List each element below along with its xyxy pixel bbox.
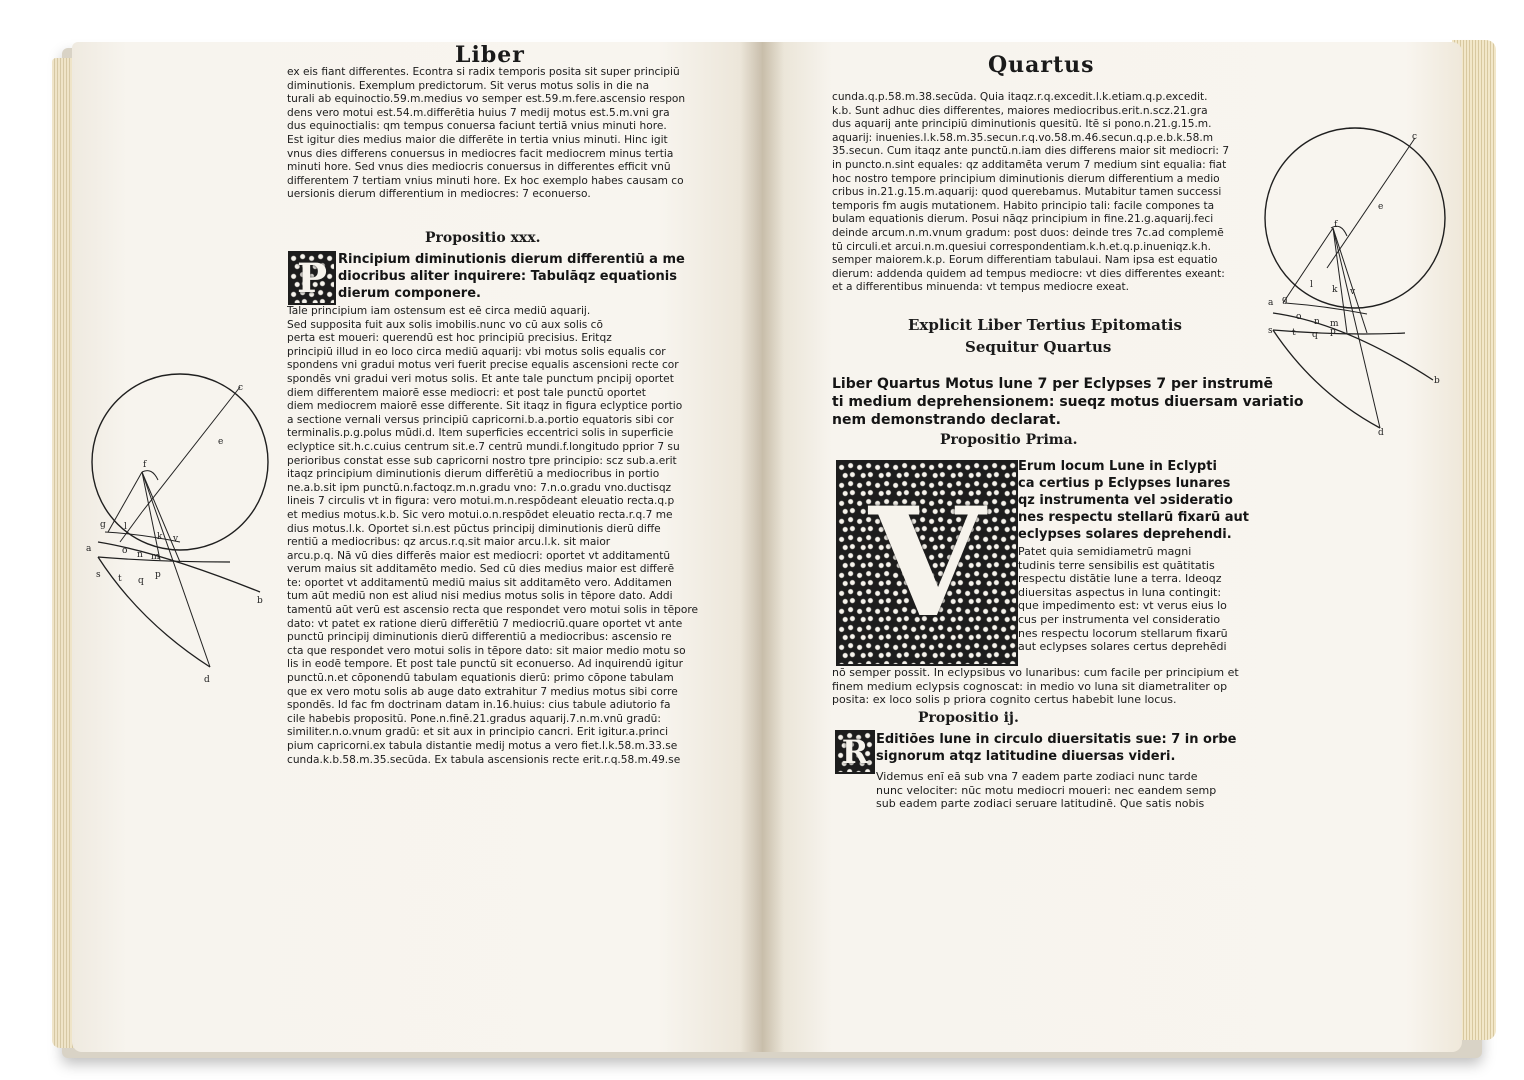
text-line: bulam equationis dierum. Posui nāqz principium in fine.21.g.aquarij.feci: [832, 213, 1214, 226]
diagram-label: q: [138, 576, 144, 586]
text-line: principiū illud in eo loco circa mediū aquarij: vbi motus solis equalis cor: [287, 345, 666, 358]
text-line: dato: vt patet ex ratione dierū differētiū 7 mediocriū.quare oportet vt ante: [287, 617, 683, 630]
text-line: dus equinoctialis: qm tempus conuersa faciunt tertiā vnius minuti hore.: [287, 120, 667, 133]
text-line: cribus in.21.g.15.m.aquarij: quod querebamus. Mutabitur tamen successi: [832, 186, 1222, 199]
text-line: Sed supposita fuit aux solis imobilis.nunc vo cū aux solis cō: [287, 318, 603, 331]
heading-line: dierum componere.: [338, 286, 481, 301]
text-line: deinde arcum.n.m.vnum gradum: post duos: deinde tres 7c.ad complemē: [832, 226, 1224, 239]
diagram-label: o: [122, 546, 128, 556]
text-line: ne.a.b.sit ipm punctū.n.factoqz.m.n.gradu vno: 7.n.o.gradu vno.ductisqz: [287, 481, 672, 494]
text-line: Est igitur dies medius maior die differēte in tertia vnius minuti. Hinc igit: [287, 133, 668, 146]
text-line: dens vero motui est.54.m.differētia huius 7 medij motus est.5.m.vni gra: [287, 106, 670, 119]
diagram-label: d: [1378, 428, 1384, 438]
text-line: sub eadem parte zodiaci seruare latitudinē. Que satis nobis: [876, 797, 1205, 811]
left-proposition-label: Propositio xxx.: [425, 230, 541, 246]
text-line: verum maius sit additamēto medio. Sed cū dies medius maior est differē: [287, 563, 675, 576]
left-proposition-heading: [338, 251, 685, 302]
diagram-label: v: [1350, 287, 1356, 297]
diagram-label: a: [1268, 298, 1274, 308]
text-line: temporis fm augis mutationem. Habito principio tali: facile compones ta: [832, 199, 1215, 212]
text-line: dius motus.l.k. Oportet si.n.est pūctus principij diminutionis dierū diffe: [287, 522, 661, 535]
text-line: a sectione vernali versus principiū capricorni.b.a.portio equatoris sibi cor: [287, 413, 674, 426]
diagram-label: m: [1330, 319, 1339, 329]
text-line: nes respectu locorum stellarum fixarū: [1018, 626, 1228, 640]
diagram-label: f: [143, 460, 147, 470]
diagram-label: p: [1330, 327, 1336, 337]
text-line: minuti hore. Sed vnus dies mediocris conuersus in differentes efficit vnū: [287, 161, 671, 174]
diagram-label: n: [1314, 317, 1320, 327]
diagram-label: v: [173, 534, 179, 544]
text-line: turali ab equinoctio.59.m.medius vo semper est.59.m.fere.ascensio respon: [287, 93, 686, 106]
diagram-label: e: [1378, 202, 1384, 212]
diagram-label: g: [1282, 295, 1288, 305]
diagram-label: q: [1312, 330, 1318, 340]
text-line: arcu.p.q. Nā vū dies differēs maior est mediocri: oportet vt additamentū: [287, 549, 671, 562]
text-line: hoc nostro tempore principium diminutionis dierum differentium a medio: [832, 172, 1220, 185]
heading-line: Editiōes lune in circulo diuersitatis sue: 7 in orbe: [876, 732, 1237, 747]
left-running-head: Liber: [455, 42, 525, 68]
text-line: punctū principij diminutionis dierū differentiū a mediocribus: ascensio re: [287, 631, 672, 644]
text-line: diuersitas aspectus in luna contingit:: [1018, 585, 1222, 599]
diagram-label: b: [1434, 376, 1440, 386]
decorated-initial-v: V: [836, 460, 1018, 666]
right-running-head: Quartus: [988, 52, 1095, 78]
r-proposition-heading: [876, 731, 1236, 765]
text-line: et medius motus.k.b. Sic vero motui.o.n.respōdet eleuatio recta.r.q.7 me: [287, 508, 673, 521]
decorated-initial-r: R: [835, 730, 875, 774]
heading-line: Liber Quartus Motus lune 7 per Eclypses 7 per instrumē: [832, 376, 1274, 392]
diagram-label: s: [96, 570, 101, 580]
heading-line: diocribus aliter inquirere: Tabulāqz equationis: [338, 269, 678, 284]
diagram-label: c: [1412, 132, 1418, 142]
text-line: lineis 7 circulis vt in figura: vero motui.m.n.respōdeant eleuatio recta.q.p: [287, 495, 675, 508]
heading-line: eclypses solares deprehendi.: [1018, 527, 1232, 542]
text-line: semper maiorem.k.p. Eorum differentiam tabulaui. Nam ipsa est equatio: [832, 254, 1218, 267]
diagram-label: t: [1292, 328, 1296, 338]
heading-line: qz instrumenta vel ɔsideratio: [1018, 493, 1233, 508]
diagram-label: p: [155, 570, 161, 580]
proposition-prima-label: Propositio Prima.: [940, 432, 1078, 448]
text-line: cunda.k.b.58.m.35.secūda. Ex tabula ascensionis recte erit.r.q.58.m.49.se: [287, 753, 681, 766]
text-line: Videmus enī eā sub vna 7 eadem parte zodiaci nunc tarde: [876, 770, 1198, 783]
text-line: cile habebis propositū. Pone.n.finē.21.gradus aquarij.7.n.m.vnū gradū:: [287, 712, 661, 725]
right-top-paragraph: [832, 91, 1252, 295]
explicit-line-2: Sequitur Quartus: [965, 338, 1112, 356]
diagram-label: k: [157, 532, 163, 542]
diagram-label: n: [137, 550, 143, 560]
right-astronomical-diagram: [1255, 118, 1455, 448]
v-proposition-tail: [832, 666, 1252, 707]
text-line: aut eclypses solares certus deprehēdi: [1018, 640, 1227, 654]
book-gutter: [740, 42, 784, 1052]
diagram-label: l: [1310, 280, 1313, 290]
text-line: finem medium eclypsis cognoscat: in medio vo luna sit diametraliter op: [832, 679, 1228, 693]
heading-line: Erum locum Lune in Eclypti: [1018, 459, 1217, 474]
text-line: diminutionis. Exemplum predictorum. Sit verus motus solis in die na: [287, 79, 650, 92]
text-line: perioribus constat esse sub capricorni nostro tpre principio: scz sub.a.erit: [287, 454, 677, 467]
text-line: aquarij: inuenies.l.k.58.m.35.secun.r.q.vo.58.m.46.secun.q.p.e.b.k.58.m: [832, 131, 1214, 144]
left-body-text: [287, 305, 729, 767]
heading-line: nes respectu stellarū fixarū aut: [1018, 510, 1249, 525]
heading-line: ca certius p Eclypses lunares: [1018, 476, 1231, 491]
diagram-label: b: [257, 596, 263, 606]
text-line: rentiū a mediocribus: qz arcus.r.q.sit maior arcu.l.k. sit maior: [287, 536, 611, 549]
text-line: itaqz principium diminutionis dierum differētiū a mediocribus in portio: [287, 468, 660, 481]
text-line: differentem 7 tertiam vnius minuti hore. Ex hoc exemplo habes causam co: [287, 174, 684, 187]
text-line: k.b. Sunt adhuc dies differentes, maiores mediocribus.erit.n.scz.21.gra: [832, 104, 1208, 117]
text-line: pium capricorni.ex tabula distantie medij motus a vero fiet.l.k.58.m.33.se: [287, 740, 678, 752]
diagram-label: s: [1268, 326, 1273, 336]
text-line: et a differentibus minuenda: vt tempus mediocre exeat.: [832, 281, 1129, 294]
diagram-label: e: [218, 437, 224, 447]
text-line: que ex vero motu solis ab auge dato extrahitur 7 medius motus sibi corre: [287, 685, 678, 698]
text-line: eclyptice sit.h.c.cuius centrum sit.e.7 centrū mundi.f.longitudo pprior 7 su: [287, 440, 680, 453]
text-line: nō semper possit. In eclypsibus vo lunaribus: cum facile per principium et: [832, 666, 1239, 679]
text-line: lis in eodē tempore. Et post tale punctū sit econuerso. Ad inquirendū igitur: [287, 658, 683, 671]
diagram-label: k: [1332, 285, 1338, 295]
text-line: te: oportet vt additamentū mediū maius sit additamēto vero. Additamen: [287, 576, 672, 589]
text-line: uersionis dierum differentium in mediocres: 7 econuerso.: [287, 188, 591, 201]
text-line: tum aūt mediū non est aliud nisi medius motus solis in tēpore dato. Addi: [287, 590, 673, 603]
diagram-label: t: [118, 574, 122, 584]
text-line: cunda.q.p.58.m.38.secūda. Quia itaqz.r.q.excedit.l.k.etiam.q.p.excedit.: [832, 91, 1208, 103]
text-line: spondēs. Id fac fm doctrinam datam in.16.huius: cius tabule adiutorio fa: [287, 699, 671, 712]
text-line: tudinis terre sensibilis est quātitatis: [1018, 558, 1215, 572]
text-line: dus aquarij ante principiū diminutionis quesitū. Itē si pono.n.21.g.15.m.: [832, 118, 1212, 131]
text-line: diem mediocrem maiorē esse differente. Sit itaqz in figura eclyptice portio: [287, 400, 683, 413]
text-line: diem differentem maiorē esse mediocri: et post tale punctū oportet: [287, 386, 646, 399]
diagram-label: a: [86, 544, 92, 554]
text-line: in puncto.n.sint equales: qz additamēta verum 7 medium sint equalia: fiat: [832, 158, 1227, 171]
decorated-initial-p: P: [288, 251, 336, 305]
heading-line: Rincipium diminutionis dierum differentiū a me: [338, 252, 685, 267]
diagram-label: l: [124, 522, 127, 532]
text-line: spondens vni gradui motus veri fuerit precise equalis ascensioni recte cor: [287, 359, 679, 372]
text-line: nunc velociter: nūc motu mediocri moueri: nec eandem semp: [876, 783, 1217, 797]
liber-quartus-intro: [832, 375, 1304, 429]
text-line: tū circuli.et arcui.n.m.quesiui correspondentiam.k.h.et.q.p.inueniqz.k.h.: [832, 240, 1212, 253]
left-astronomical-diagram: [80, 362, 270, 682]
text-line: 35.secun. Cum itaqz ante punctū.n.iam dies differens maior sit mediocri: 7: [832, 145, 1230, 158]
explicit-line-1: Explicit Liber Tertius Epitomatis: [908, 316, 1182, 334]
text-line: Patet quia semidiametrū magni: [1018, 545, 1192, 558]
text-line: tamentū aūt verū est ascensio recta que respondet vero motui solis in tēpore: [287, 604, 699, 617]
text-line: que impedimento est: vt verus eius lo: [1018, 599, 1227, 613]
diagram-label: d: [204, 675, 210, 685]
diagram-label: c: [238, 383, 244, 393]
heading-line: nem demonstrando declarat.: [832, 412, 1061, 428]
text-line: dierum: addenda quidem ad tempus mediocre: vt dies differentes exeant:: [832, 267, 1225, 280]
diagram-label: g: [100, 520, 106, 530]
v-proposition-body: [1018, 545, 1248, 654]
text-line: similiter.n.o.vnum gradū: et sit aux in principio cancri. Erit igitur.a.princi: [287, 726, 669, 739]
diagram-label: o: [1296, 312, 1302, 322]
left-top-paragraph: [287, 66, 727, 202]
text-line: posita: ex loco solis p priora cognito certus habebit lune locus.: [832, 693, 1177, 707]
text-line: punctū.n.et cōponendū tabulam equationis dierū: primo cōpone tabulam: [287, 672, 674, 685]
text-line: perta est moueri: querendū est hoc principiū precisius. Eritqz: [287, 332, 612, 345]
text-line: respectu distātie lune a terra. Ideoqz: [1018, 572, 1222, 586]
v-proposition-heading: [1018, 458, 1249, 543]
r-proposition-body: [876, 770, 1251, 811]
heading-line: signorum atqz latitudine diuersas videri.: [876, 749, 1176, 764]
text-line: cta que respondet vero motui solis in tēpore dato: sit maior medio motu so: [287, 644, 686, 657]
text-line: vnus dies differens conuersus in mediocres facit mediocrem minus tertia: [287, 147, 674, 160]
heading-line: ti medium deprehensionem: sueqz motus diuersam variatio: [832, 394, 1304, 410]
text-line: spondēs vni gradui veri motus solis. Et ante tale punctum pncipij oportet: [287, 372, 674, 385]
diagram-label: f: [1334, 220, 1338, 230]
proposition-ij-label: Propositio ij.: [918, 710, 1019, 726]
diagram-label: m: [151, 552, 160, 562]
text-line: ex eis fiant differentes. Econtra si radix temporis posita sit super principiū: [287, 66, 680, 78]
text-line: Tale principium iam ostensum est eē circa mediū aquarij.: [287, 305, 591, 317]
text-line: cus per instrumenta vel consideratio: [1018, 612, 1221, 626]
text-line: terminalis.p.g.polus mūdi.d. Item superficies eccentrici solis in superficie: [287, 427, 674, 440]
